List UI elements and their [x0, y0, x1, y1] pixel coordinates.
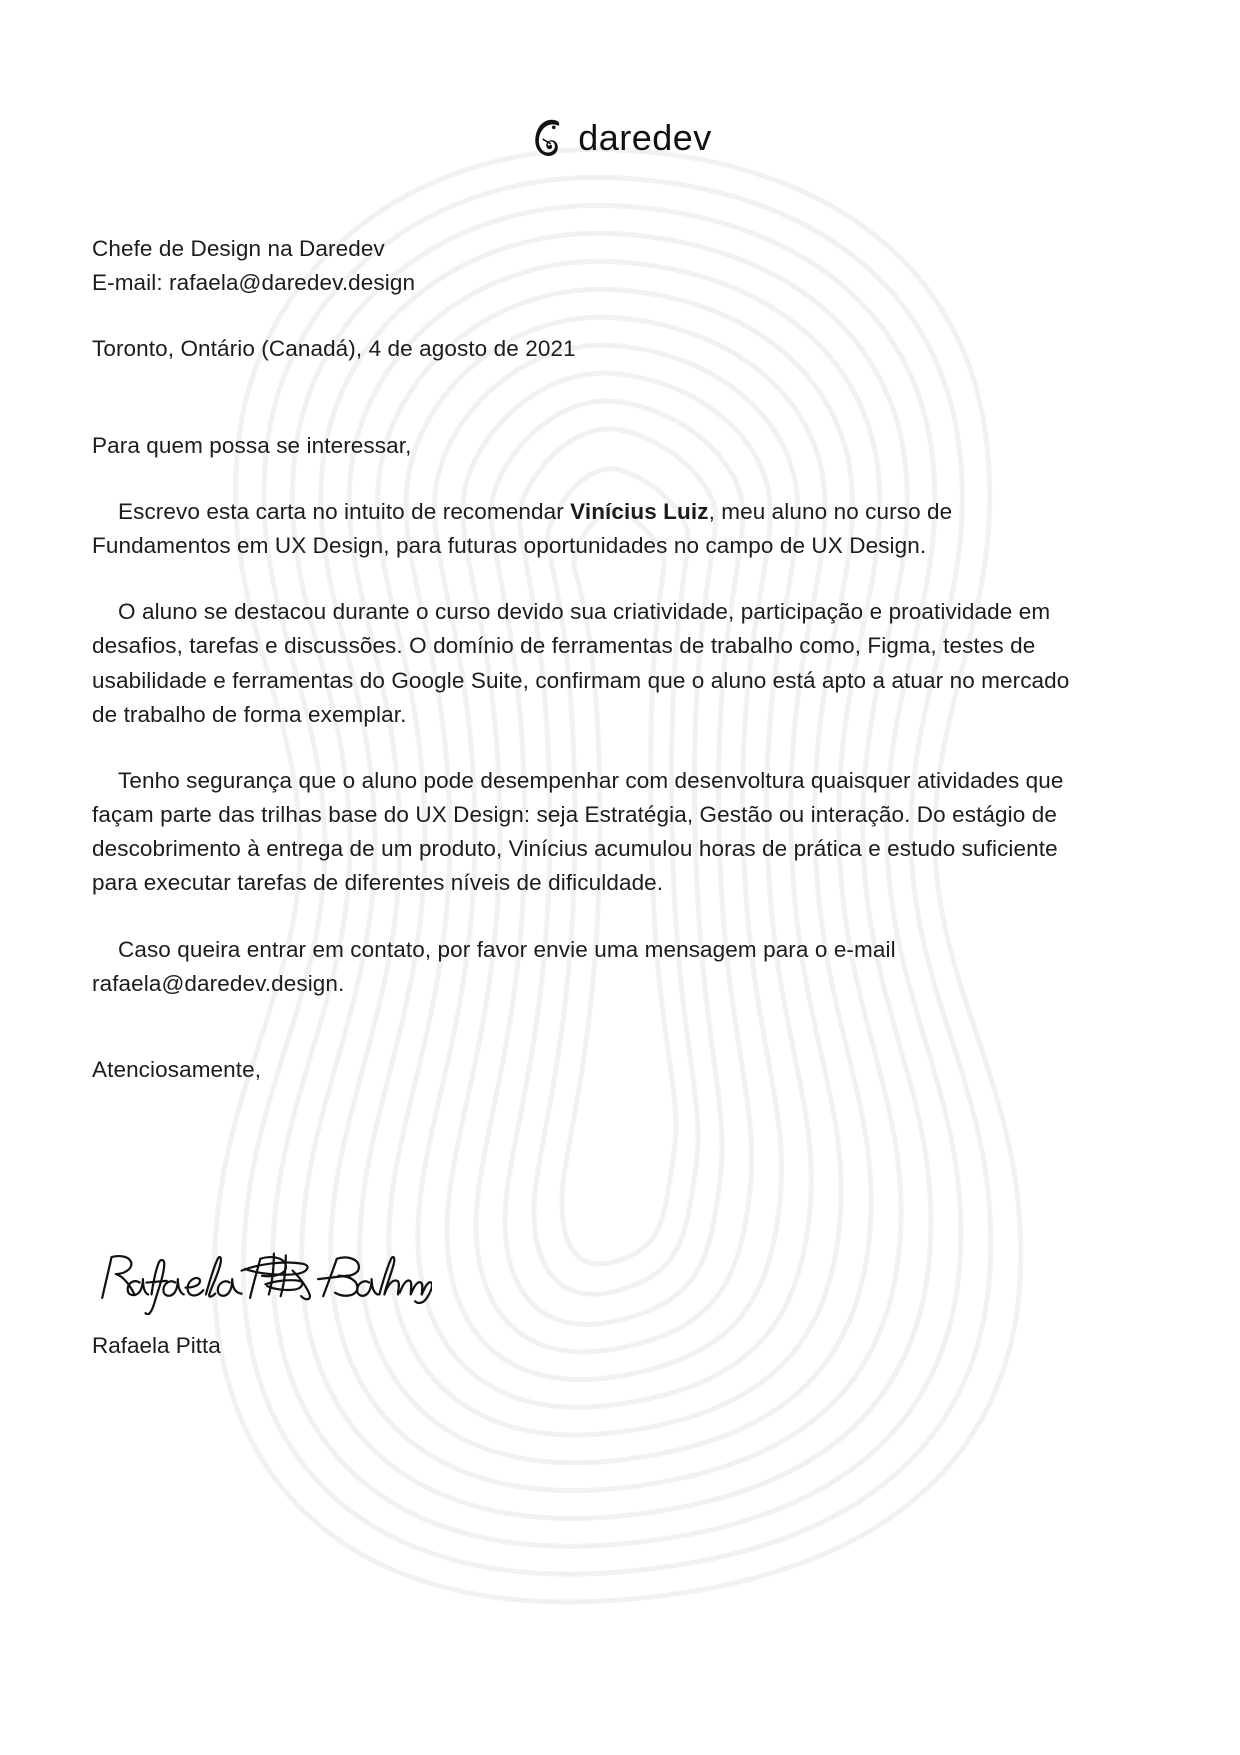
brand-name: daredev [578, 117, 712, 158]
handwritten-signature-icon [92, 1245, 432, 1315]
place-date-line: Toronto, Ontário (Canadá), 4 de agosto de 2021 [92, 336, 576, 362]
paragraph-3: Tenho segurança que o aluno pode desempenhar com desenvoltura quaisquer atividades que façam parte das trilhas base do UX Design: seja Estratégia, Gestão ou interação. Do estágio de descobrimento à entrega de um produto, Vinícius acumulou horas de prática e estudo suficiente para executar tarefas de diferentes níveis de dificuldade. [92, 767, 1064, 896]
paragraph-2: O aluno se destacou durante o curso devido sua criatividade, participação e proatividade em desafios, tarefas e discussões. O domínio de ferramentas de trabalho como, Figma, testes de usabilidade e ferramentas do Google Suite, confirmam que o aluno está apto a atuar no mercado de trabalho de forma exemplar. [92, 599, 1070, 727]
closing: Atenciosamente, [92, 1057, 262, 1082]
spacer [92, 1001, 1102, 1053]
spacer [92, 367, 1102, 429]
recommended-person-name: Vinícius Luiz [570, 498, 709, 524]
chameleon-icon [528, 118, 562, 158]
spacer [92, 901, 1102, 933]
spacer [92, 463, 1102, 495]
spacer [92, 732, 1102, 764]
paragraph-1 [92, 495, 1097, 563]
signer-name: Rafaela Pitta [92, 1333, 221, 1358]
brand-logo [0, 118, 1240, 158]
paragraph-1-part-b: , meu aluno no curso de Fundamentos em UX Design, para futuras oportunidades no campo de UX Design. [92, 498, 953, 558]
spacer [92, 563, 1102, 595]
email-line: E-mail: rafaela@daredev.design [92, 270, 416, 296]
spacer [92, 300, 1102, 332]
paragraph-4: Caso queira entrar em contato, por favor envie uma mensagem para o e-mail rafaela@daredev.design. [92, 936, 896, 996]
signature-block [92, 1245, 692, 1363]
role-line: Chefe de Design na Daredev [92, 236, 385, 261]
salutation: Para quem possa se interessar, [92, 432, 412, 458]
paragraph-1-part-a: Escrevo esta carta no intuito de recomendar [118, 498, 571, 524]
letter-body [92, 232, 1102, 1087]
